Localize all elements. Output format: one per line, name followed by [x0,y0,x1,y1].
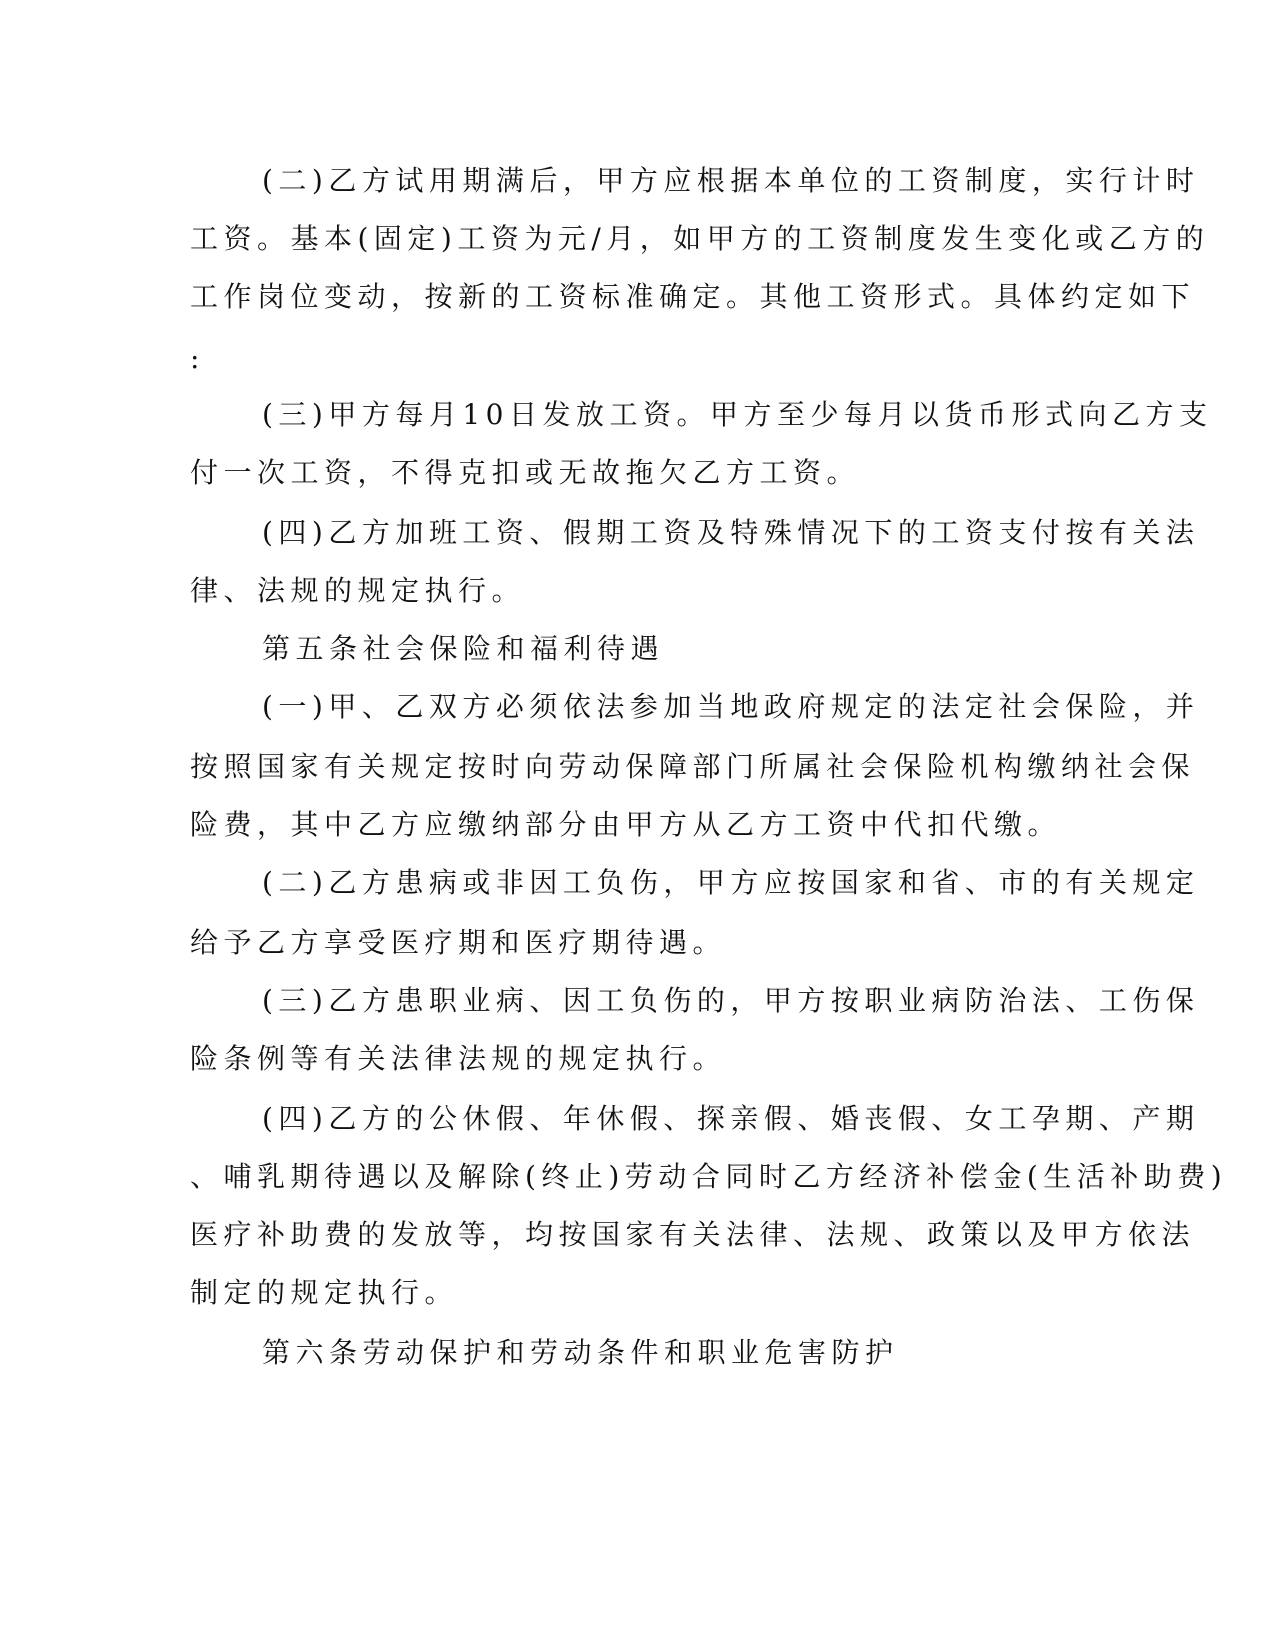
paragraph-line: 律、法规的规定执行。 [190,574,526,607]
paragraph-line: : [190,342,205,375]
paragraph-line: 医疗补助费的发放等，均按国家有关法律、法规、政策以及甲方依法 [190,1218,1196,1251]
paragraph-line: 制定的规定执行。 [190,1276,459,1309]
paragraph-line: 、哺乳期待遇以及解除(终止)劳动合同时乙方经济补偿金(生活补助费) [190,1160,1228,1193]
paragraph-line: 险条例等有关法律法规的规定执行。 [190,1042,727,1075]
paragraph-line: 工资。基本(固定)工资为元/月，如甲方的工资制度发生变化或乙方的 [190,222,1210,255]
paragraph-line: (二)乙方试用期满后，甲方应根据本单位的工资制度，实行计时 [262,164,1200,197]
paragraph-line: (三)乙方患职业病、因工负伤的，甲方按职业病防治法、工伤保 [262,984,1200,1017]
paragraph-line: 险费，其中乙方应缴纳部分由甲方从乙方工资中代扣代缴。 [190,808,1062,841]
paragraph-line: (一)甲、乙双方必须依法参加当地政府规定的法定社会保险，并 [262,690,1200,723]
section-heading: 第五条社会保险和福利待遇 [262,632,665,665]
paragraph-line: (三)甲方每月10日发放工资。甲方至少每月以货币形式向乙方支 [262,398,1213,431]
paragraph-line: 给予乙方享受医疗期和医疗期待遇。 [190,926,727,959]
paragraph-line: (二)乙方患病或非因工负伤，甲方应按国家和省、市的有关规定 [262,866,1200,899]
paragraph-line: 工作岗位变动，按新的工资标准确定。其他工资形式。具体约定如下 [190,280,1196,313]
paragraph-line: (四)乙方加班工资、假期工资及特殊情况下的工资支付按有关法 [262,516,1200,549]
section-heading: 第六条劳动保护和劳动条件和职业危害防护 [262,1336,899,1369]
paragraph-line: 付一次工资，不得克扣或无故拖欠乙方工资。 [190,456,861,489]
paragraph-line: 按照国家有关规定按时向劳动保障部门所属社会保险机构缴纳社会保 [190,750,1196,783]
paragraph-line: (四)乙方的公休假、年休假、探亲假、婚丧假、女工孕期、产期 [262,1102,1200,1135]
